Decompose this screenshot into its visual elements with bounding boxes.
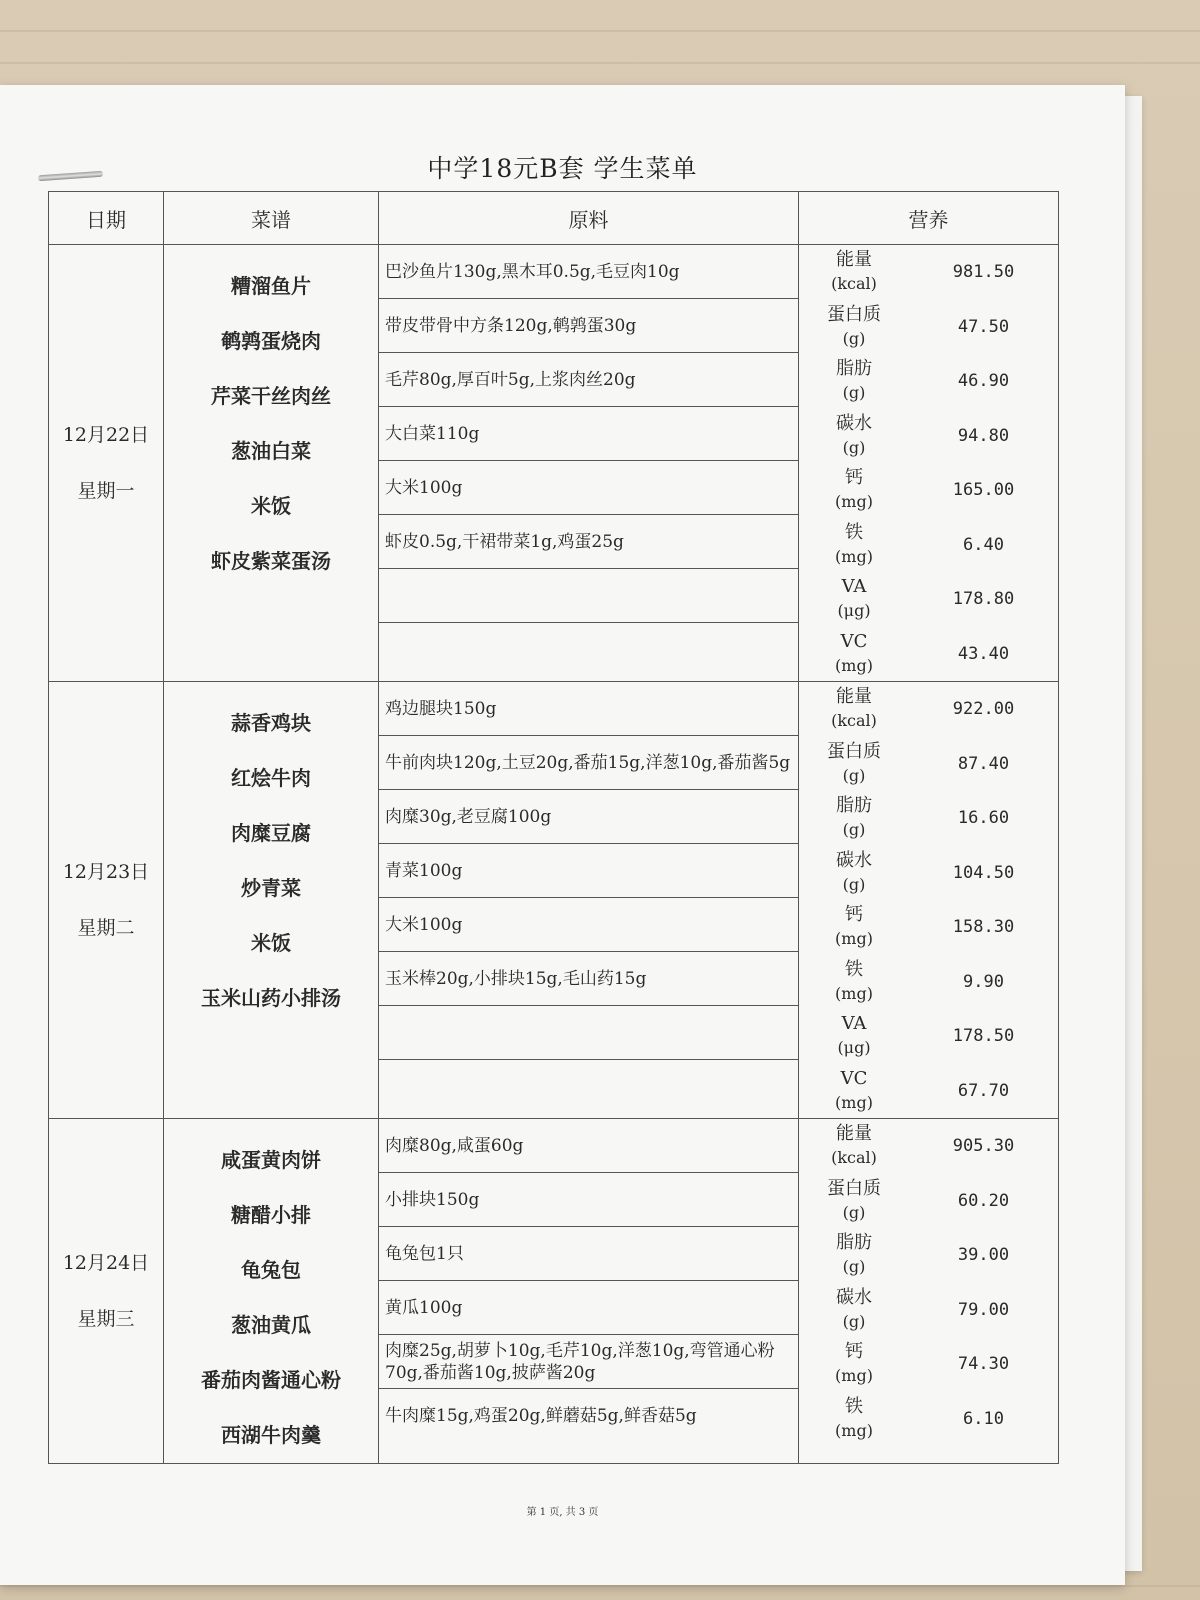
ingredient-row: 大米100g	[379, 898, 798, 952]
dish-name: 葱油白菜	[231, 439, 311, 463]
dish-name: 米饭	[251, 494, 291, 518]
nutrient-unit: (mg)	[835, 1092, 873, 1112]
day-row	[49, 1119, 1059, 1464]
nutrient-unit: (g)	[842, 874, 866, 894]
header-dish: 菜谱	[164, 192, 379, 245]
header-ingredients: 原料	[379, 192, 799, 245]
nutrient-value: 6.10	[963, 1408, 1004, 1429]
nutrient-value: 922.00	[952, 699, 1015, 720]
nutrient-label	[799, 1340, 909, 1388]
nutrient-unit: (g)	[842, 383, 866, 403]
date-label: 12月23日	[62, 861, 150, 883]
nutrient-unit: (μg)	[837, 1038, 871, 1058]
nutrient-value: 94.80	[957, 425, 1010, 446]
nutrient-unit: (g)	[842, 437, 866, 457]
nutrient-label	[799, 958, 909, 1006]
date-label: 12月22日	[62, 424, 150, 446]
nutrient-label	[799, 1231, 909, 1279]
nutrient-value: 6.40	[963, 534, 1004, 555]
ingredient-row: 青菜100g	[379, 844, 798, 898]
ingredient-row: 巴沙鱼片130g,黑木耳0.5g,毛豆肉10g	[379, 245, 798, 299]
nutrient-label	[799, 1067, 909, 1115]
nutrient-unit: (mg)	[835, 492, 873, 512]
ingredient-row: 牛肉糜15g,鸡蛋20g,鲜蘑菇5g,鲜香菇5g	[385, 1406, 697, 1426]
ingredient-row: 牛前肉块120g,土豆20g,番茄15g,洋葱10g,番茄酱5g	[379, 736, 798, 790]
nutrition-row	[799, 1392, 1058, 1447]
ingredient-row: 毛芹80g,厚百叶5g,上浆肉丝20g	[379, 353, 798, 407]
nutrition-row	[799, 1064, 1058, 1119]
nutrition-row	[799, 245, 1058, 300]
nutrition-row	[799, 1337, 1058, 1392]
nutrient-name: 能量	[836, 249, 872, 271]
dish-name: 糖醋小排	[231, 1203, 311, 1227]
nutrient-value: 39.00	[957, 1245, 1010, 1266]
nutrient-label	[799, 794, 909, 842]
ingredient-row: 肉糜30g,老豆腐100g	[379, 790, 798, 844]
nutrient-unit: (mg)	[835, 983, 873, 1003]
nutrition-row	[799, 463, 1058, 518]
ingredient-row	[379, 623, 798, 677]
nutrient-value: 43.40	[957, 643, 1010, 664]
page-title: 中学18元B套 学生菜单	[427, 154, 698, 183]
nutrient-name: 钙	[845, 467, 863, 489]
nutrient-label	[799, 466, 909, 514]
ingredient-row: 带皮带骨中方条120g,鹌鹑蛋30g	[379, 299, 798, 353]
nutrient-name: 能量	[836, 686, 872, 708]
nutrient-unit: (g)	[842, 328, 866, 348]
nutrient-name: VA	[841, 1013, 867, 1035]
nutrient-label	[799, 575, 909, 623]
nutrient-unit: (μg)	[837, 601, 871, 621]
nutrient-value: 981.50	[952, 262, 1015, 283]
nutrient-name: 碳水	[836, 412, 872, 434]
nutrient-label	[799, 1286, 909, 1334]
nutrition-row	[799, 518, 1058, 573]
nutrient-unit: (g)	[842, 820, 866, 840]
nutrient-unit: (g)	[842, 1202, 866, 1222]
nutrient-value: 158.30	[952, 917, 1015, 938]
nutrient-value: 16.60	[957, 808, 1010, 829]
dish-name: 鹌鹑蛋烧肉	[221, 329, 321, 353]
weekday-label: 星期三	[77, 1308, 135, 1330]
nutrient-unit: (g)	[842, 1311, 866, 1331]
ingredient-row: 鸡边腿块150g	[379, 682, 798, 736]
ingredient-row: 玉米棒20g,小排块15g,毛山药15g	[379, 952, 798, 1006]
nutrient-value: 47.50	[957, 316, 1010, 337]
nutrient-label	[799, 1395, 909, 1443]
nutrient-name: 蛋白质	[827, 1177, 881, 1199]
ingredient-row: 龟兔包1只	[379, 1227, 798, 1281]
day-cell	[49, 682, 164, 1119]
nutrient-unit: (kcal)	[831, 274, 877, 294]
nutrient-label	[799, 1012, 909, 1060]
dish-name: 红烩牛肉	[231, 766, 311, 790]
nutrient-label	[799, 248, 909, 296]
nutrient-unit: (mg)	[835, 546, 873, 566]
dish-name: 虾皮紫菜蛋汤	[211, 549, 331, 573]
nutrient-name: VA	[841, 576, 867, 598]
nutrition-cell	[799, 682, 1059, 1119]
page-footer: 第 1 页, 共 3 页	[526, 1507, 599, 1518]
nutrient-unit: (mg)	[835, 655, 873, 675]
dish-name: 葱油黄瓜	[231, 1313, 311, 1337]
dish-cell	[164, 245, 379, 682]
nutrient-name: 铁	[845, 521, 863, 543]
day-row	[49, 245, 1059, 682]
ingredient-row: 大米100g	[379, 461, 798, 515]
nutrient-value: 165.00	[952, 480, 1015, 501]
nutrition-row	[799, 409, 1058, 464]
nutrition-row	[799, 955, 1058, 1010]
nutrient-name: 铁	[845, 1395, 863, 1417]
dish-name: 炒青菜	[241, 876, 301, 900]
ingredient-row: 大白菜110g	[379, 407, 798, 461]
nutrition-row	[799, 1228, 1058, 1283]
dish-name: 西湖牛肉羹	[221, 1423, 321, 1447]
nutrient-unit: (mg)	[835, 1420, 873, 1440]
dish-name: 芹菜干丝肉丝	[211, 384, 331, 408]
nutrition-row	[799, 846, 1058, 901]
ingredient-row: 小排块150g	[379, 1173, 798, 1227]
nutrient-value: 178.50	[952, 1026, 1015, 1047]
header-date: 日期	[49, 192, 164, 245]
nutrition-row	[799, 737, 1058, 792]
ingredients-cell	[379, 245, 799, 682]
nutrient-unit: (g)	[842, 765, 866, 785]
ingredient-row	[379, 1006, 798, 1060]
ingredients-cell	[379, 682, 799, 1119]
nutrient-name: 钙	[845, 1341, 863, 1363]
ingredient-row: 肉糜25g,胡萝卜10g,毛芹10g,洋葱10g,弯管通心粉70g,番茄酱10g,披萨酱20g	[379, 1335, 798, 1389]
nutrient-name: 脂肪	[836, 795, 872, 817]
table-header-row	[49, 192, 1059, 245]
header-nutrition: 营养	[799, 192, 1059, 245]
nutrient-label	[799, 521, 909, 569]
nutrient-name: 脂肪	[836, 1232, 872, 1254]
day-row	[49, 682, 1059, 1119]
nutrition-cell	[799, 245, 1059, 682]
nutrient-value: 46.90	[957, 371, 1010, 392]
dish-name: 糟溜鱼片	[231, 274, 311, 298]
nutrient-value: 905.30	[952, 1136, 1015, 1157]
nutrition-row	[799, 300, 1058, 355]
ingredient-row: 肉糜80g,咸蛋60g	[379, 1119, 798, 1173]
nutrient-value: 74.30	[957, 1354, 1010, 1375]
nutrient-name: 脂肪	[836, 358, 872, 380]
nutrient-name: 碳水	[836, 849, 872, 871]
menu-table	[48, 191, 1059, 1464]
dish-cell	[164, 682, 379, 1119]
nutrient-label	[799, 685, 909, 733]
nutrition-row	[799, 1174, 1058, 1229]
nutrition-row	[799, 900, 1058, 955]
nutrient-label	[799, 303, 909, 351]
nutrition-row	[799, 1119, 1058, 1174]
nutrition-row	[799, 682, 1058, 737]
nutrient-label	[799, 740, 909, 788]
dish-name: 蒜香鸡块	[231, 711, 311, 735]
nutrient-value: 87.40	[957, 753, 1010, 774]
nutrient-value: 67.70	[957, 1080, 1010, 1101]
nutrient-value: 178.80	[952, 589, 1015, 610]
dish-cell	[164, 1119, 379, 1464]
nutrient-unit: (mg)	[835, 1366, 873, 1386]
nutrient-unit: (kcal)	[831, 711, 877, 731]
menu-body	[49, 245, 1059, 1464]
nutrient-value: 60.20	[957, 1190, 1010, 1211]
date-label: 12月24日	[62, 1252, 150, 1274]
nutrient-name: 钙	[845, 904, 863, 926]
nutrient-value: 9.90	[963, 971, 1004, 992]
nutrient-value: 104.50	[952, 862, 1015, 883]
nutrient-name: 蛋白质	[827, 740, 881, 762]
nutrient-name: 铁	[845, 958, 863, 980]
weekday-label: 星期二	[77, 917, 135, 939]
dish-name: 咸蛋黄肉饼	[221, 1148, 321, 1172]
ingredient-row	[379, 569, 798, 623]
nutrition-cell	[799, 1119, 1059, 1464]
menu-sheet	[0, 85, 1125, 1585]
nutrient-label	[799, 903, 909, 951]
nutrient-value: 79.00	[957, 1299, 1010, 1320]
nutrition-row	[799, 627, 1058, 682]
nutrition-row	[799, 1283, 1058, 1338]
day-cell	[49, 1119, 164, 1464]
nutrient-label	[799, 357, 909, 405]
nutrient-label	[799, 849, 909, 897]
nutrient-name: 碳水	[836, 1286, 872, 1308]
nutrient-unit: (kcal)	[831, 1148, 877, 1168]
weekday-label: 星期一	[77, 480, 135, 502]
ingredients-cell	[379, 1119, 799, 1464]
nutrition-row	[799, 572, 1058, 627]
day-cell	[49, 245, 164, 682]
nutrient-name: 蛋白质	[827, 303, 881, 325]
nutrient-name: VC	[840, 1067, 868, 1089]
nutrient-unit: (mg)	[835, 929, 873, 949]
dish-name: 肉糜豆腐	[231, 821, 311, 845]
ingredient-row: 黄瓜100g	[379, 1281, 798, 1335]
dish-name: 米饭	[251, 931, 291, 955]
ingredient-row: 虾皮0.5g,干裙带菜1g,鸡蛋25g	[379, 515, 798, 569]
nutrient-unit: (g)	[842, 1257, 866, 1277]
ingredient-row	[379, 1060, 798, 1114]
dish-name: 番茄肉酱通心粉	[201, 1368, 341, 1392]
nutrition-row	[799, 1009, 1058, 1064]
nutrient-name: VC	[840, 630, 868, 652]
nutrient-label	[799, 630, 909, 678]
nutrition-row	[799, 791, 1058, 846]
nutrient-label	[799, 1177, 909, 1225]
nutrient-label	[799, 412, 909, 460]
dish-name: 玉米山药小排汤	[201, 986, 341, 1010]
dish-name: 龟兔包	[241, 1258, 301, 1282]
nutrient-name: 能量	[836, 1123, 872, 1145]
nutrient-label	[799, 1122, 909, 1170]
nutrition-row	[799, 354, 1058, 409]
